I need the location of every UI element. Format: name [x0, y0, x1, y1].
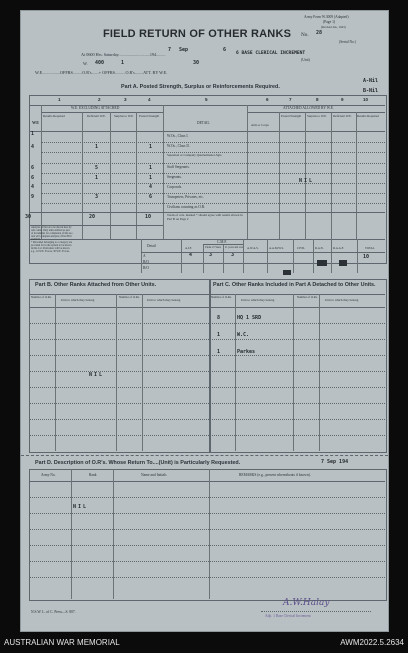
part-c-num: 1	[217, 349, 221, 355]
col-header-left: Posted Strength	[139, 114, 160, 118]
analysis-line: * Personnel belonging to a category are	[31, 240, 73, 244]
w-value: 400	[95, 60, 105, 66]
part-a-title: Part A. Posted Strength, Surplus or Reinforcements Required.	[121, 84, 280, 90]
we-header: W.E. EXCLUDING ATTACHED	[71, 106, 120, 110]
detail-header: DETAIL	[197, 121, 210, 125]
col-header-right: Results Required	[357, 114, 379, 118]
form-sheet	[20, 10, 389, 632]
part-c-col: Number of O.Rs.	[211, 295, 232, 299]
part-d-col: Rank	[89, 473, 97, 477]
col4-value: 1	[149, 165, 153, 171]
part-c-col: Unit to which they belong	[325, 298, 359, 302]
analysis-col: R.A.A.F.	[333, 246, 344, 250]
part-c-num: 1	[217, 332, 221, 338]
row-label: B/O	[143, 266, 149, 270]
a-nil: A-Nil	[363, 78, 379, 84]
part-c-unit: HQ 1 SRD	[237, 315, 262, 321]
w-value-3: 30	[193, 60, 200, 66]
col-number: 8	[316, 97, 319, 102]
date-year: 6	[223, 47, 227, 53]
attached-nil: NIL	[299, 178, 315, 184]
detail-row: W.Os., Class I.	[167, 134, 189, 138]
analysis-line: ALL units. Only units entitled as part	[31, 228, 70, 232]
part-b-col: Unit to which they belong	[147, 298, 181, 302]
analysis-line: e.g., 10 W.E. Forces, 30 W.E. Forces.	[31, 249, 70, 253]
part-b-col: Number of O.Rs.	[119, 295, 140, 299]
footer-right: AWM2022.5.2634	[340, 638, 404, 647]
analysis-col: TOTAL	[365, 246, 375, 250]
row-label: B/O	[143, 260, 149, 264]
col4-value: 4	[149, 184, 153, 190]
total-col1: 30	[25, 214, 32, 220]
detail-row: Squadron or Company Quartermaster-Sgts.	[167, 153, 223, 157]
col-number: 7	[289, 97, 292, 102]
analysis-line: tion will complete analysis of Part B/O	[31, 234, 72, 238]
title-no: No.	[301, 32, 309, 38]
col-number: 6	[266, 97, 269, 102]
part-c-col: Unit to which they belong	[241, 298, 275, 302]
analysis-col: A.A.M.W.S.	[269, 246, 284, 250]
w-value-2: 1	[121, 60, 125, 66]
col-header-right: Arm or Corps	[251, 123, 269, 127]
form-page: (Page 1)	[323, 20, 336, 24]
form-ref: Army Form W.3009 (Adapted)	[304, 15, 349, 19]
part-c-unit: Parkes	[237, 349, 256, 355]
col-number: 9	[341, 97, 344, 102]
part-b-nil: NIL	[89, 372, 105, 378]
ink-block	[339, 260, 347, 266]
analysis-notes	[31, 227, 141, 254]
col-header-left: Deficient W.E.	[87, 114, 106, 118]
w-label: W.	[83, 61, 88, 66]
detail-row-totals: Totals of cols. marked * should agree with results shown in Part B on Page 2	[167, 213, 243, 221]
att-header: ATTACHED ALLOWED BY W.E.	[283, 106, 334, 110]
signature-title: Adjt. 1 Base Clerical Increment	[265, 614, 311, 618]
signature: A.W.Halay	[283, 598, 330, 608]
detail-row: Staff Sergeants.	[167, 165, 190, 169]
part-b-title: Part B. Other Ranks Attached from Other Units.	[35, 282, 157, 288]
unit-label: (Unit)	[301, 58, 310, 62]
analysis-line: and D/O.	[31, 237, 41, 241]
col4-value: 1	[149, 175, 153, 181]
form-revised: (Revised Jan., 1943)	[321, 25, 346, 29]
part-c-col: Number of O.Rs.	[297, 295, 318, 299]
col2-value: 1	[95, 144, 99, 150]
col2-value: 1	[95, 175, 99, 181]
total-col2: 20	[89, 214, 96, 220]
analysis-value: 3	[231, 252, 235, 258]
col2-value: 5	[95, 165, 99, 171]
analysis-col: A.W.A.S.	[247, 246, 259, 250]
form-title: FIELD RETURN OF OTHER RANKS	[103, 28, 292, 40]
analysis-col: R.A.N.	[315, 246, 324, 250]
ink-block	[283, 270, 291, 275]
analysis-col: 21 years and over	[225, 246, 244, 249]
detail-label: Detail	[147, 244, 156, 248]
printer-line: N.S.W. L. of C. Press—S. 807.	[31, 610, 76, 614]
analysis-col: Under 21 Years	[205, 246, 222, 249]
col-number: 10	[363, 97, 369, 102]
we-label: WE	[32, 120, 39, 125]
analysis-value: 3	[209, 252, 213, 258]
part-b-col: Number of O.Rs.	[31, 295, 52, 299]
part-b-box	[29, 279, 211, 453]
part-d-nil: NIL	[73, 504, 89, 510]
analysis-line: of increments for completion of this sec-	[31, 231, 74, 235]
part-d-box	[29, 469, 387, 601]
col-header-right: Posted Strength	[281, 114, 302, 118]
analysis-col: CIVIL	[297, 246, 305, 250]
part-d-col: Army No.	[41, 473, 56, 477]
col-number: 4	[148, 97, 151, 102]
total-col4: 10	[145, 214, 152, 220]
col1-value: 4	[31, 184, 35, 190]
analysis-line: provided for in the system to be shown	[31, 243, 72, 247]
part-b-col: Unit to which they belong	[61, 298, 95, 302]
col2-value: 3	[95, 194, 99, 200]
part-c-unit: W.C.	[237, 332, 250, 338]
part-c-title: Part C. Other Ranks Included in Part A Detached to Other Units.	[213, 282, 376, 288]
col-number: 5	[205, 97, 208, 102]
b-nil: B-Nil	[363, 88, 379, 94]
ink-block	[317, 260, 327, 266]
col1-value: 6	[31, 175, 35, 181]
row-label: A	[143, 254, 146, 258]
time-line: At 0600 Hrs. Saturday..............................194.........	[81, 52, 166, 57]
col1-value: 9	[31, 194, 35, 200]
col-number: 3	[124, 97, 127, 102]
analysis-value: 4	[189, 252, 193, 258]
analysis-total: 10	[363, 254, 370, 260]
col-header-right: Surplus to W.E.	[307, 114, 328, 118]
part-d-title: Part D. Description of O.R's. Whose Return To....(Unit) is Particularly Requested.	[35, 460, 241, 466]
cmf-label: C.M.F.	[217, 240, 227, 244]
part-d-date: 7 Sep 194	[321, 459, 349, 465]
col-header-right: Deficient W.E.	[333, 114, 352, 118]
detail-row: W.Os., Class II.	[167, 144, 190, 148]
date-day: 7	[168, 47, 172, 53]
detail-row: Civilians counting as O.R.	[167, 205, 206, 209]
part-d-col: REMARKS (e.g., present whereabouts if known).	[239, 473, 311, 477]
col1-value: 1	[31, 131, 35, 137]
analysis-col: A.I.F.	[185, 246, 192, 250]
serial-label: (Serial No.)	[339, 40, 356, 44]
footer-left: AUSTRALIAN WAR MEMORIAL	[4, 638, 120, 647]
col4-value: 1	[149, 144, 153, 150]
col4-value: 6	[149, 194, 153, 200]
col-header-left: Results Required	[43, 114, 65, 118]
col1-value: 4	[31, 144, 35, 150]
detail-row: Sergeants.	[167, 175, 182, 179]
part-c-num: 8	[217, 315, 221, 321]
analysis-line: in this Col. Particulars will be shown	[31, 246, 70, 250]
unit-name: 6 BASE CLERICAL INCREMENT	[236, 51, 306, 56]
col-header-left: Surplus to W.E.	[114, 114, 135, 118]
col-number: 2	[98, 97, 101, 102]
serial-value: 28	[316, 30, 323, 36]
detail-row: Trumpeters, Privates, etc.	[167, 195, 204, 199]
col-number: 1	[58, 97, 61, 102]
part-d-col: Name and Initials	[141, 473, 167, 477]
detail-row: Corporals.	[167, 185, 183, 189]
offrs-line: W.E.................OFFRS.........O.R's.......+ OFFRS..........O.R's........ATT. BY W.E.	[35, 70, 168, 75]
col1-value: 6	[31, 165, 35, 171]
date-month: Sep	[179, 47, 189, 53]
analysis-line: Analysis of Part A to be shown here by	[31, 226, 72, 229]
